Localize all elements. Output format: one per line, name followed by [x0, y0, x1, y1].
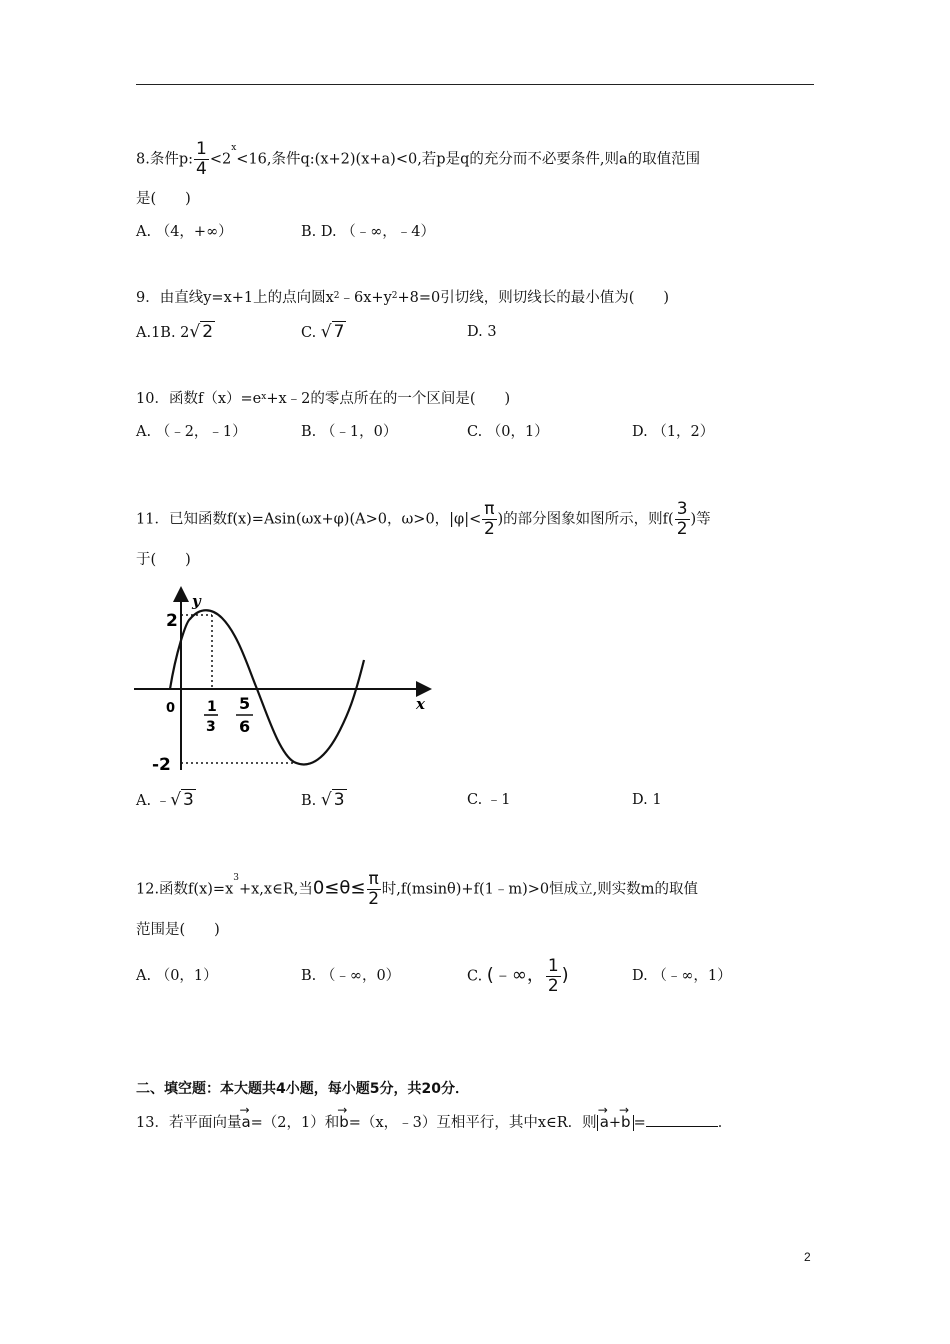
- q10-option-a: A. （﹣2，﹣1）: [136, 424, 247, 440]
- q10-option-c: C. （0，1）: [467, 424, 549, 440]
- q11-option-a: [136, 790, 196, 811]
- frac-den: 2: [547, 976, 559, 996]
- sqrt: √ 2: [189, 322, 214, 342]
- q9-text: ﹣6x+y: [339, 290, 392, 306]
- frac-den: 2: [483, 519, 495, 539]
- q12-option-c: [467, 957, 569, 996]
- q12-option-a: A. （0，1）: [136, 968, 218, 984]
- q12-option-d: D. （﹣∞，1）: [632, 968, 732, 984]
- q11-option-b: [301, 790, 347, 811]
- vector-b: → b: [339, 1112, 349, 1132]
- frac-num: π: [368, 869, 379, 889]
- q11-text: )的部分图象如图所示，则f(: [497, 511, 674, 528]
- q12-option-c-label: C.: [467, 968, 487, 985]
- q11-option-a-label: A. ﹣: [136, 793, 171, 809]
- page-number: 2: [804, 1250, 811, 1264]
- q11-text: 11．已知函数f(x)=Asin(ωx+φ)(A>0，ω>0，|φ|<: [136, 511, 482, 528]
- q12-text: 12.函数f(x)=x: [136, 881, 234, 898]
- q11-line2: 于( ): [136, 552, 191, 568]
- q10-line1: [136, 389, 510, 409]
- q13-text: ．: [717, 1115, 733, 1131]
- q12-line1: [136, 870, 698, 909]
- ymax-label: 2: [166, 611, 178, 631]
- origin-label: 0: [166, 701, 176, 716]
- q10-text: 10．函数f（x）=e: [136, 391, 262, 407]
- q9-text: +8=0引切线，则切线长的最小值为( ): [397, 290, 670, 306]
- frac-num: 3: [676, 499, 688, 519]
- q12-c-close: ): [561, 964, 569, 986]
- q8-option-a: A. （4，+∞）: [136, 224, 233, 240]
- q12-c-fraction: [546, 957, 561, 996]
- x2-den: 6: [239, 717, 251, 736]
- q8-text: <2: [209, 151, 232, 168]
- q8-sup: x: [231, 143, 237, 153]
- q11-line1: [136, 500, 711, 539]
- q8-line2: 是( ): [136, 191, 191, 207]
- q12-inequality: 0≤θ≤: [312, 877, 366, 899]
- q8-text: 8.条件p:: [136, 151, 194, 168]
- q9-option-d: D. 3: [467, 324, 497, 340]
- q11-sine-graph: [130, 582, 440, 784]
- q11-option-b-label: B.: [301, 793, 321, 809]
- frac-num: 1: [196, 139, 207, 159]
- x1-den: 3: [206, 719, 216, 735]
- sqrt: √ 7: [320, 322, 345, 342]
- sine-curve: [170, 610, 364, 764]
- frac-num: π: [484, 499, 495, 519]
- q8-text: <16,条件q:(x+2)(x+a)<0,若p是q的充分而不必要条件,则a的取值范围: [236, 151, 701, 168]
- frac-den: 2: [368, 889, 380, 909]
- q12-text: +x,x∈R,当: [238, 881, 313, 898]
- frac-num: 1: [547, 956, 559, 976]
- q9-option-ab-label: A.1B. 2: [136, 325, 190, 341]
- q12-line2: 范围是( ): [136, 922, 220, 938]
- q11-fraction-32: [675, 500, 690, 539]
- q12-sup: 3: [233, 873, 239, 883]
- x2-num: 5: [239, 694, 251, 713]
- q12-text: 时,f(msinθ)+f(1﹣m)>0恒成立,则实数m的取值: [381, 881, 698, 898]
- q13-text: =（2，1）和: [250, 1115, 340, 1131]
- q10-option-d: D. （1，2）: [632, 424, 715, 440]
- q9-option-c: [301, 322, 346, 343]
- section-2-heading: 二、填空题：本大题共4小题，每小题5分，共20分．: [136, 1081, 469, 1097]
- q11-option-c: C. ﹣1: [467, 792, 511, 808]
- q9-line1: [136, 288, 669, 308]
- q9-text: 9．由直线y=x+1上的点向圆x: [136, 290, 334, 306]
- radicand: 2: [202, 322, 214, 342]
- y-label: y: [192, 592, 201, 610]
- q13-text: =: [633, 1115, 646, 1131]
- q9-option-ab: [136, 322, 215, 343]
- q11-fraction-pi: [482, 500, 496, 539]
- q9-sup: 2: [333, 291, 340, 301]
- frac-den: 2: [676, 519, 688, 539]
- q13-text: 13．若平面向量: [136, 1115, 242, 1131]
- q8-option-bd: B. D. （﹣∞，﹣4）: [301, 224, 436, 240]
- frac-den: 4: [196, 159, 207, 179]
- q13-text: =（x，﹣3）互相平行，其中x∈R．则: [348, 1115, 597, 1131]
- q12-fraction: [367, 870, 381, 909]
- x1-num: 1: [207, 699, 217, 715]
- header-rule: [136, 84, 814, 85]
- q9-option-c-label: C.: [301, 325, 321, 341]
- q13-abs: [597, 1115, 634, 1131]
- radicand: 3: [333, 790, 345, 810]
- q9-sup: 2: [391, 291, 398, 301]
- vector-b: → b: [621, 1112, 631, 1132]
- vector-a: → a: [241, 1112, 250, 1132]
- sqrt: √ 3: [170, 790, 194, 810]
- q10-sup: x: [261, 392, 267, 402]
- q13-line1: [136, 1112, 732, 1133]
- q8-fraction: [194, 140, 209, 179]
- q12-c-open: (﹣∞，: [486, 964, 545, 986]
- x-label: x: [416, 695, 425, 713]
- q10-text: +x﹣2的零点所在的一个区间是( ): [266, 391, 511, 407]
- answer-blank[interactable]: [646, 1126, 718, 1127]
- q10-option-b: B. （﹣1，0）: [301, 424, 398, 440]
- q11-option-d: D. 1: [632, 792, 662, 808]
- radicand: 3: [183, 790, 194, 810]
- vector-a: → a: [600, 1112, 609, 1132]
- plus-sign: +: [608, 1115, 622, 1131]
- radicand: 7: [333, 322, 345, 342]
- ymin-label: -2: [152, 755, 171, 775]
- sqrt: √ 3: [320, 790, 345, 810]
- q12-option-b: B. （﹣∞，0）: [301, 968, 401, 984]
- q11-text: )等: [690, 511, 711, 528]
- q8-line1: [136, 140, 700, 179]
